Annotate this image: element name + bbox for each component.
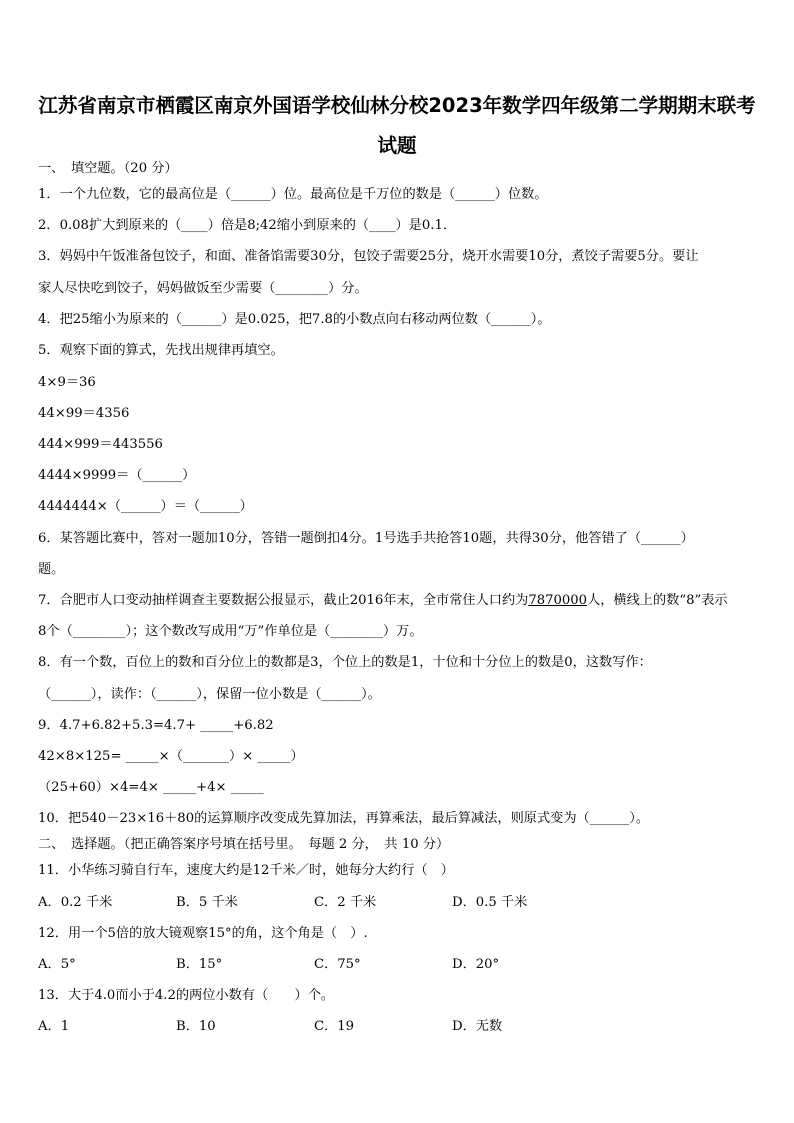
question-12-option-b: B．15° bbox=[176, 957, 223, 972]
question-11: 11．小华练习骑自行车，速度大约是12千米／时，她每分大约行（ ） bbox=[38, 863, 454, 878]
question-5: 5．观察下面的算式，先找出规律再填空。 bbox=[38, 343, 284, 358]
equation-1: 4×9＝36 bbox=[38, 375, 96, 390]
question-12-option-a: A．5° bbox=[38, 957, 76, 972]
question-3-line-2: 家人尽快吃到饺子，妈妈做饭至少需要（________）分。 bbox=[38, 281, 368, 296]
section-fill-blank-heading: 一、 填空题。（20 分） bbox=[38, 161, 178, 176]
question-9-line-1: 9．4.7+6.82+5.3=4.7+ _____+6.82 bbox=[38, 718, 274, 733]
question-9-line-2: 42×8×125= _____×（_______）× _____） bbox=[38, 749, 304, 764]
question-7-text-b: 人，横线上的数“8”表示 bbox=[587, 593, 728, 608]
question-12: 12．用一个5倍的放大镜观察15°的角，这个角是（ ）. bbox=[38, 926, 368, 941]
equation-5: 4444444×（______）＝（______） bbox=[38, 499, 253, 514]
equation-2: 44×99＝4356 bbox=[38, 406, 130, 421]
question-2: 2．0.08扩大到原来的（____）倍是8;42缩小到原来的（____）是0.1． bbox=[38, 218, 457, 233]
question-6-line-1: 6．某答题比赛中，答对一题加10分，答错一题倒扣4分。1号选手共抢答10题，共得30分，他答错了（______） bbox=[38, 531, 694, 546]
question-12-option-c: C．75° bbox=[314, 957, 361, 972]
section-choice-heading: 二、 选择题。（把正确答案序号填在括号里。 每题 2 分， 共 10 分） bbox=[38, 837, 450, 852]
question-3-line-1: 3．妈妈中午饭准备包饺子，和面、准备馅需要30分，包饺子需要25分，烧开水需要10分，煮饺子需要5分。要让 bbox=[38, 249, 699, 264]
question-13-option-d: D．无数 bbox=[452, 1019, 503, 1034]
question-7-text-a: 7．合肥市人口变动抽样调查主要数据公报显示，截止2016年末，全市常住人口约为 bbox=[38, 593, 529, 608]
question-8-line-2: （______），读作：（______），保留一位小数是（______）。 bbox=[38, 687, 381, 702]
question-11-option-b: B．5 千米 bbox=[176, 895, 238, 910]
equation-3: 444×999＝443556 bbox=[38, 437, 163, 452]
question-8-line-1: 8．有一个数，百位上的数和百分位上的数都是3，个位上的数是1，十位和十分位上的数是0，这数写作： bbox=[38, 655, 652, 670]
question-1: 1．一个九位数，它的最高位是（______）位。最高位是千万位的数是（______）位数。 bbox=[38, 187, 548, 202]
question-7-line-2: 8个（________）；这个数改写成用“万”作单位是（________）万。 bbox=[38, 624, 423, 639]
question-13-option-c: C．19 bbox=[314, 1019, 355, 1034]
page-title: 江苏省南京市栖霞区南京外国语学校仙林分校2023年数学四年级第二学期期末联考试题 bbox=[38, 94, 756, 157]
question-4: 4．把25缩小为原来的（______）是0.025，把7.8的小数点向右移动两位数（______）。 bbox=[38, 312, 551, 327]
question-13: 13．大于4.0而小于4.2的两位小数有（ ）个。 bbox=[38, 988, 335, 1003]
question-13-option-b: B．10 bbox=[176, 1019, 216, 1034]
question-6-line-2: 题。 bbox=[38, 562, 65, 577]
question-12-option-d: D．20° bbox=[452, 957, 500, 972]
question-11-option-a: A．0.2 千米 bbox=[38, 895, 113, 910]
question-10: 10．把540－23×16＋80的运算顺序改变成先算加法，再算乘法，最后算减法，则原式变为（______）。 bbox=[38, 811, 650, 826]
question-13-option-a: A．1 bbox=[38, 1019, 70, 1034]
question-7-line-1 bbox=[38, 592, 728, 610]
question-9-line-3: （25+60）×4=4× _____+4× _____ bbox=[38, 780, 264, 795]
question-11-option-c: C．2 千米 bbox=[314, 895, 377, 910]
question-7-population-number: 7870000 bbox=[528, 593, 588, 608]
question-11-option-d: D．0.5 千米 bbox=[452, 895, 528, 910]
equation-4: 4444×9999＝（______） bbox=[38, 468, 196, 483]
